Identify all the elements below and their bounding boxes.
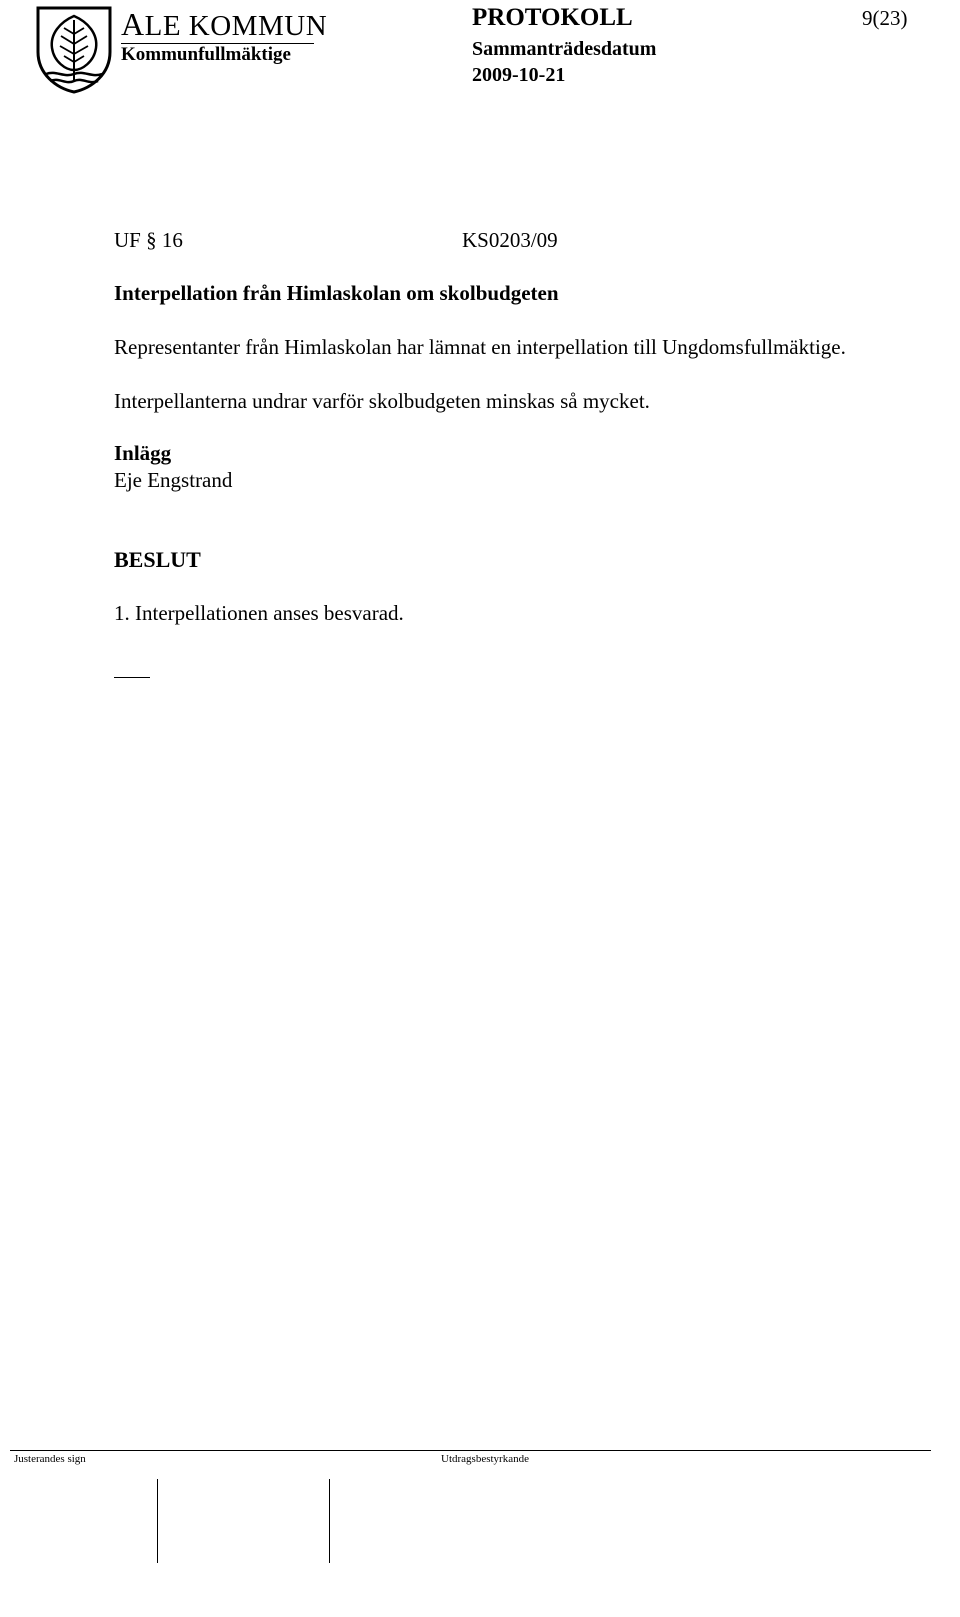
signature-box-divider (157, 1479, 158, 1563)
organization-subtitle: Kommunfullmäktige (121, 44, 291, 65)
body-paragraph: Representanter från Himlaskolan har lämnat en interpellation till Ungdomsfullmäktige. (114, 335, 846, 359)
body-paragraph: Interpellanterna undrar varför skolbudgeten minskas så mycket. (114, 389, 650, 413)
meeting-date-label: Sammanträdesdatum (472, 38, 657, 60)
item-heading: Interpellation från Himlaskolan om skolbudgeten (114, 281, 559, 305)
inlagg-label: Inlägg (114, 441, 172, 465)
section-end-rule (114, 677, 150, 678)
footer-divider (10, 1450, 931, 1451)
leaf-shield-icon (34, 4, 114, 94)
case-number: KS0203/09 (462, 228, 558, 252)
paragraph-reference: UF § 16 (114, 228, 183, 252)
decision-item: 1. Interpellationen anses besvarad. (114, 601, 404, 625)
signature-box-divider (329, 1479, 330, 1563)
organization-name: ALE KOMMUN (121, 6, 328, 42)
certification-label: Utdragsbestyrkande (441, 1453, 529, 1465)
document-title: PROTOKOLL (472, 4, 633, 31)
decision-label: BESLUT (114, 547, 201, 572)
meeting-date: 2009-10-21 (472, 64, 566, 86)
page-number: 9(23) (862, 6, 908, 30)
signature-label: Justerandes sign (14, 1453, 86, 1465)
speaker-name: Eje Engstrand (114, 468, 233, 492)
